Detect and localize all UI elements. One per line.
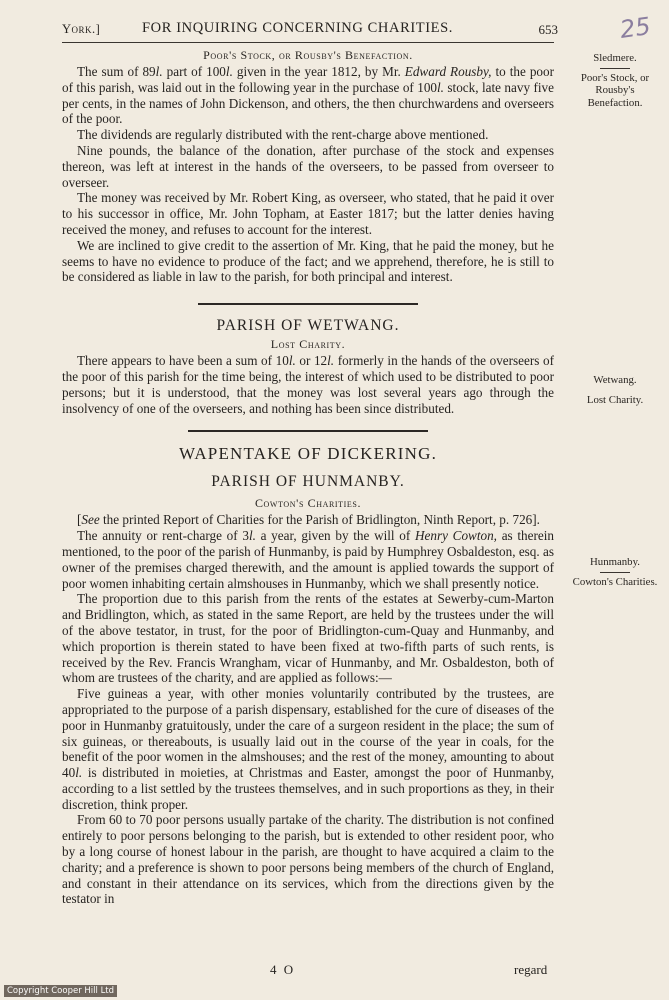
section-hunmanby-title: PARISH OF HUNMANBY. bbox=[211, 473, 405, 491]
paragraph: We are inclined to give credit to the assertion of Mr. King, that he paid the money, but he seems to have no evidence to produce of the fact; and we apprehend, therefore, he is still to be considered as liable in law to the parish, for both principal and interest. bbox=[62, 237, 554, 285]
copyright-watermark: Copyright Cooper Hill Ltd bbox=[4, 985, 117, 997]
main-text-column bbox=[62, 45, 554, 907]
paragraph: From 60 to 70 poor persons usually partake of the charity. The distribution is not confined entirely to poor persons belonging to the parish, but is extended to other resident poor, who by a long course of honest labour in the parish, are thought to have acquired a claim to the charity; and a preference is shown to poor persons being members of the church of England, and constant in their attendance on its services, which from the directions given by the testator in bbox=[62, 812, 554, 907]
header-county: York.] bbox=[62, 22, 101, 36]
handwritten-page-mark: 25 bbox=[618, 12, 653, 44]
section-wetwang-title: PARISH OF WETWANG. bbox=[216, 317, 400, 335]
running-header bbox=[62, 20, 558, 40]
paragraph: There appears to have been a sum of 10l. or 12l. formerly in the hands of the overseers of the poor of this parish for the time being, the interest of which used to be distributed to poor persons; but it is understood, that the money was lost several years ago through the insolvency of one of the overseers, and nothing has been since distributed. bbox=[62, 353, 554, 416]
page-number: 653 bbox=[538, 22, 558, 37]
section-hunmanby-subtitle: Cowton's Charities. bbox=[254, 496, 362, 511]
section-wetwang-subtitle: Lost Charity. bbox=[270, 337, 346, 352]
paragraph: Five guineas a year, with other monies voluntarily contributed by the trustees, are appropriated to the purpose of a parish dispensary, established for the cure of diseases of the poor in Hunmanby gratuitously, under the care of a surgeon resident in the place; the sum of six guineas, or thereabouts, is usually laid out in the course of the year in coals, for the benefit of the poor women in the almshouses; and the rest of the money, amounting to about 40l. is distributed in moieties, at Christmas and Easter, amongst the poor of Hunmanby, according to a list settled by the trustees themselves, and in such proportions as they, in their discretion, think proper. bbox=[62, 686, 554, 812]
marginal-note-sledmere: Sledmere. Poor's Stock, or Rousby's Benefaction. bbox=[580, 52, 650, 109]
signature-mark: 4 O bbox=[270, 962, 296, 977]
paragraph-reference: [See the printed Report of Charities for the Parish of Bridlington, Ninth Report, p. 726]. bbox=[77, 512, 540, 528]
marginal-note-hunmanby: Hunmanby. Cowton's Charities. bbox=[572, 556, 658, 588]
paragraph: The sum of 89l. part of 100l. given in the year 1812, by Mr. Edward Rousby, to the poor of this parish, was laid out in the following year in the purchase of 100l. stock, late navy five per cents, in the names of John Dickenson, and others, the then churchwardens and overseers of the poor. bbox=[62, 64, 554, 127]
paragraph: The annuity or rent-charge of 3l. a year, given by the will of Henry Cowton, as therein mentioned, to the poor of the parish of Hunmanby, is paid by Humphrey Osbaldeston, esq. as owner of the premises charged therewith, and the amount is applied towards the support of poor women inhabiting certain almshouses in Hunmanby, which we shall presently notice. bbox=[62, 528, 554, 591]
header-rule bbox=[62, 42, 554, 43]
section-rousby-title: Poor's Stock, or Rousby's Benefaction. bbox=[203, 48, 413, 62]
paragraph: The dividends are regularly distributed with the rent-charge above mentioned. bbox=[77, 127, 489, 143]
catchword: regard bbox=[514, 962, 548, 977]
marginal-note-wetwang: Wetwang. Lost Charity. bbox=[586, 374, 644, 406]
header-title: FOR INQUIRING CONCERNING CHARITIES. bbox=[142, 20, 453, 36]
wapentake-title: WAPENTAKE OF DICKERING. bbox=[178, 444, 438, 464]
paragraph: The proportion due to this parish from the rents of the estates at Sewerby-cum-Marton and Bridlington, which, as stated in the same Report, are held by the trustees under the will of the above testator, in trust, for the poor of Bridlington-cum-Quay and Hunmanby, and which proportion is therein stated to have been fixed at two-fifth parts of such rents, is received by the Rev. Francis Wrangham, vicar of Hunmanby, and Mr. Osbaldeston, both of whom are trustees of the charity, and are applied as follows:— bbox=[62, 591, 554, 686]
paragraph: The money was received by Mr. Robert King, as overseer, who stated, that he paid it over to his successor in office, Mr. John Topham, at Easter 1817; but the latter denies having received the money, and refuses to account for the interest. bbox=[62, 190, 554, 237]
paragraph: Nine pounds, the balance of the donation, after purchase of the stock and expenses thereon, was left at interest in the hands of the overseers, to be passed from overseer to overseer. bbox=[62, 142, 554, 190]
